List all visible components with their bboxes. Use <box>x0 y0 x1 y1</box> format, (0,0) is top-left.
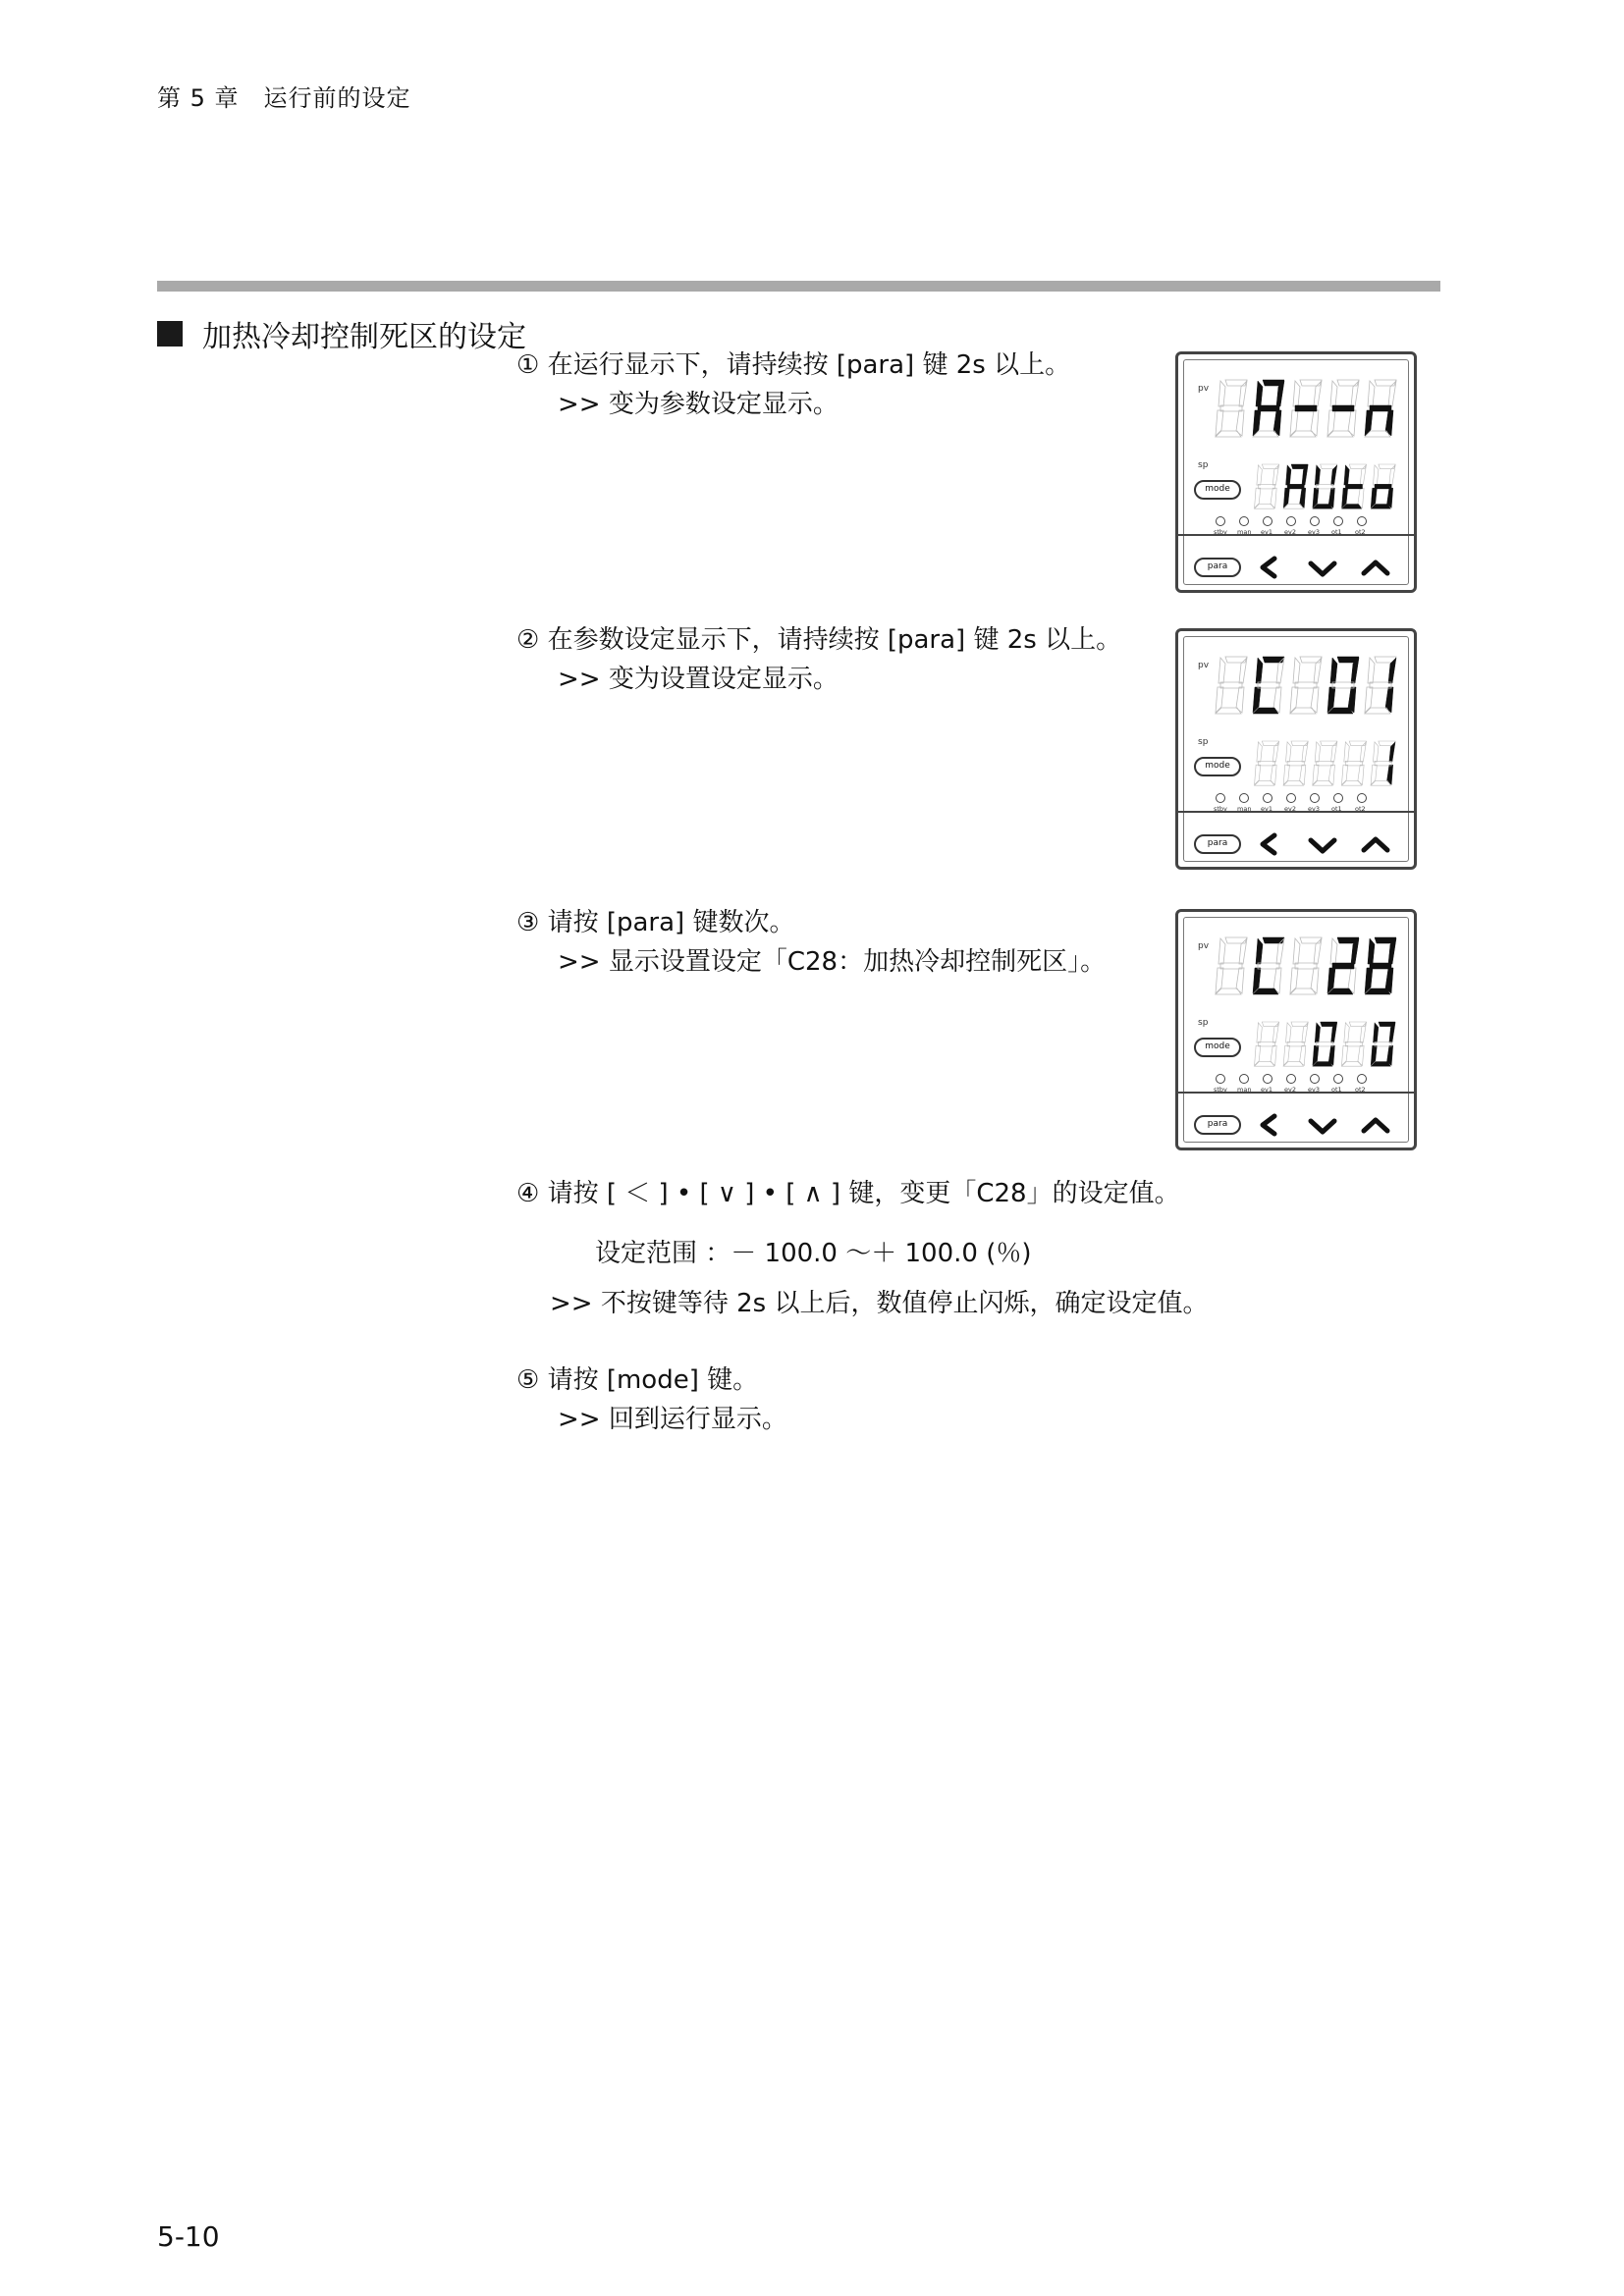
segment <box>1239 381 1247 406</box>
segment <box>1257 742 1262 762</box>
led-label: ev1 <box>1261 1086 1272 1094</box>
led-label: man <box>1237 528 1252 536</box>
segment <box>1351 381 1359 406</box>
segment <box>1344 1023 1349 1042</box>
led-ot2 <box>1357 1074 1367 1084</box>
segment <box>1341 1045 1347 1065</box>
segment <box>1385 410 1393 436</box>
segment <box>1300 488 1306 507</box>
segment <box>1253 410 1261 436</box>
led-label: ot2 <box>1355 805 1366 813</box>
seven-segment-display <box>1214 374 1410 521</box>
segment <box>1291 1022 1308 1027</box>
led-ot2 <box>1357 793 1367 803</box>
sp-display <box>1255 464 1396 508</box>
segment <box>1314 658 1322 683</box>
led-ot2 <box>1357 516 1367 526</box>
led-man <box>1239 516 1249 526</box>
para-button[interactable]: para <box>1194 1115 1241 1135</box>
segment <box>1257 1023 1262 1042</box>
step-2-result: >> 变为设置设定显示。 <box>558 665 839 694</box>
segment <box>1255 765 1261 784</box>
segment <box>1389 742 1395 762</box>
led-label: ot1 <box>1331 528 1342 536</box>
controller-panel-3 <box>1175 909 1417 1150</box>
led-stby <box>1216 1074 1225 1084</box>
led-label: ot1 <box>1331 805 1342 813</box>
segment <box>1225 380 1247 386</box>
segment <box>1313 765 1319 784</box>
controller-panel-1 <box>1175 351 1417 593</box>
led-label: stby <box>1214 1086 1227 1094</box>
segment <box>1286 465 1291 485</box>
mode-button[interactable]: mode <box>1194 480 1241 500</box>
segment <box>1257 465 1262 485</box>
chevron-down-icon[interactable] <box>1308 832 1337 856</box>
segment <box>1300 937 1322 943</box>
led-man <box>1239 1074 1249 1084</box>
segment <box>1375 1041 1391 1046</box>
segment <box>1225 657 1247 663</box>
segment <box>1272 1023 1278 1042</box>
segment <box>1360 1023 1366 1042</box>
square-bullet-icon <box>157 321 183 347</box>
para-button[interactable]: para <box>1194 834 1241 854</box>
led-label: ev1 <box>1261 528 1272 536</box>
segment <box>1271 1045 1276 1065</box>
chevron-down-icon[interactable] <box>1308 556 1337 579</box>
pv-label: pv <box>1198 661 1210 670</box>
step-4-range: 设定范围 ：－ 100.0 ～＋ 100.0 (％) <box>595 1239 1032 1268</box>
segment <box>1262 1022 1278 1027</box>
segment <box>1286 742 1291 762</box>
led-label: ev2 <box>1284 528 1296 536</box>
segment <box>1262 741 1278 746</box>
led-ev2 <box>1286 516 1296 526</box>
page-number: 5-10 <box>157 2220 220 2253</box>
segment <box>1327 410 1335 436</box>
segment <box>1272 465 1278 485</box>
step-1 <box>516 346 1070 424</box>
chevron-up-icon[interactable] <box>1361 832 1390 856</box>
step-3-instruction: ③ 请按 [para] 键数次。 <box>516 908 795 937</box>
segment <box>1330 381 1337 406</box>
mode-button[interactable]: mode <box>1194 1038 1241 1057</box>
chapter-header: 第 5 章 运行前的设定 <box>157 84 411 112</box>
sp-label: sp <box>1198 1018 1209 1028</box>
segment <box>1321 741 1337 746</box>
segment <box>1300 380 1322 386</box>
segment <box>1349 1022 1366 1027</box>
segment <box>1311 410 1319 436</box>
segment <box>1218 938 1225 964</box>
segment <box>1370 963 1391 969</box>
segment <box>1375 484 1391 489</box>
segment <box>1314 381 1322 406</box>
segment <box>1330 658 1337 683</box>
step-4-result: >> 不按键等待 2s 以上后，数值停止闪烁，确定设定值。 <box>550 1289 1209 1318</box>
step-1-instruction: ① 在运行显示下，请持续按 [para] 键 2s 以上。 <box>516 350 1071 380</box>
segment <box>1331 465 1337 485</box>
segment <box>1262 464 1278 469</box>
led-ev2 <box>1286 793 1296 803</box>
step-3 <box>516 903 1106 982</box>
segment <box>1315 465 1320 485</box>
segment <box>1368 381 1375 406</box>
segment <box>1349 741 1366 746</box>
segment <box>1236 968 1244 993</box>
segment <box>1271 488 1276 507</box>
chevron-left-icon[interactable] <box>1255 556 1284 579</box>
led-ev1 <box>1263 1074 1272 1084</box>
led-ev1 <box>1263 516 1272 526</box>
segment <box>1345 484 1362 489</box>
panel-divider <box>1178 1092 1414 1094</box>
segment <box>1368 938 1375 964</box>
segment <box>1286 1023 1291 1042</box>
led-label: ev3 <box>1308 805 1320 813</box>
segment <box>1373 465 1378 485</box>
led-label: man <box>1237 1086 1252 1094</box>
segment <box>1300 765 1306 784</box>
led-label: ev2 <box>1284 1086 1296 1094</box>
segment <box>1344 465 1349 485</box>
led-label: ev1 <box>1261 805 1272 813</box>
panel-divider <box>1178 811 1414 813</box>
segment <box>1300 1045 1306 1065</box>
segment <box>1332 682 1354 688</box>
segment <box>1373 1023 1378 1042</box>
segment <box>1371 765 1377 784</box>
segment <box>1256 381 1263 406</box>
segment <box>1389 465 1395 485</box>
segment <box>1375 380 1396 386</box>
led-label: ot2 <box>1355 528 1366 536</box>
panel-divider <box>1178 534 1414 536</box>
step-2-instruction: ② 在参数设定显示下，请持续按 [para] 键 2s 以上。 <box>516 625 1122 655</box>
segment <box>1290 968 1298 993</box>
segment <box>1387 765 1393 784</box>
segment <box>1315 742 1320 762</box>
segment <box>1236 687 1244 713</box>
section-title <box>157 312 526 355</box>
led-ot1 <box>1333 793 1343 803</box>
led-label: ot2 <box>1355 1086 1366 1094</box>
segment <box>1225 937 1247 943</box>
segment <box>1239 938 1247 964</box>
segment <box>1216 687 1223 713</box>
led-label: ot1 <box>1331 1086 1342 1094</box>
segment <box>1293 938 1300 964</box>
segment <box>1283 488 1289 507</box>
segment <box>1358 1045 1364 1065</box>
led-man <box>1239 793 1249 803</box>
step-4-instruction: ④ 请按 [ ＜ ] • [ ∨ ] • [ ∧ ] 键，变更「C28」的设定值。 <box>516 1179 1180 1208</box>
segment <box>1332 963 1354 969</box>
sp-display <box>1255 741 1396 785</box>
segment <box>1300 657 1322 663</box>
led-ev1 <box>1263 793 1272 803</box>
segment <box>1317 1041 1333 1046</box>
led-ot1 <box>1333 516 1343 526</box>
segment <box>1337 380 1359 386</box>
segment <box>1388 658 1396 683</box>
segment <box>1218 381 1225 406</box>
segment <box>1218 658 1225 683</box>
segment <box>1216 968 1223 993</box>
segment <box>1302 742 1308 762</box>
sp-label: sp <box>1198 737 1209 747</box>
segment <box>1239 658 1247 683</box>
step-5 <box>516 1361 787 1439</box>
segment <box>1370 405 1391 411</box>
segment <box>1255 1045 1261 1065</box>
segment <box>1311 687 1319 713</box>
segment <box>1314 938 1322 964</box>
section-title-text: 加热冷却控制死区的设定 <box>202 320 526 354</box>
segment <box>1368 658 1375 683</box>
segment <box>1287 484 1304 489</box>
segment <box>1255 488 1261 507</box>
segment <box>1360 465 1366 485</box>
segment <box>1272 742 1278 762</box>
segment <box>1328 765 1334 784</box>
led-ev3 <box>1310 793 1320 803</box>
segment <box>1331 742 1337 762</box>
chevron-left-icon[interactable] <box>1255 1113 1284 1137</box>
step-3-result: >> 显示设置设定「C28：加热冷却控制死区」。 <box>558 947 1107 977</box>
segment <box>1365 410 1373 436</box>
segment <box>1385 687 1393 713</box>
led-stby <box>1216 793 1225 803</box>
segment <box>1256 938 1263 964</box>
segment <box>1373 742 1378 762</box>
led-label: man <box>1237 805 1252 813</box>
segment <box>1295 405 1317 411</box>
mode-button[interactable]: mode <box>1194 757 1241 776</box>
segment <box>1271 765 1276 784</box>
segment <box>1360 742 1366 762</box>
led-ev3 <box>1310 1074 1320 1084</box>
segment <box>1293 658 1300 683</box>
segment <box>1283 1045 1289 1065</box>
chevron-up-icon[interactable] <box>1361 556 1390 579</box>
segment <box>1317 484 1333 489</box>
segment <box>1344 742 1349 762</box>
led-label: ev3 <box>1308 528 1320 536</box>
segment <box>1315 1023 1320 1042</box>
segment <box>1273 410 1281 436</box>
segment <box>1302 1023 1308 1042</box>
segment <box>1349 464 1366 469</box>
segment <box>1256 658 1263 683</box>
segment <box>1379 464 1395 469</box>
led-label: stby <box>1214 528 1227 536</box>
segment <box>1330 938 1337 964</box>
led-ot1 <box>1333 1074 1343 1084</box>
segment <box>1216 410 1223 436</box>
step-2 <box>516 620 1121 699</box>
para-button[interactable]: para <box>1194 558 1241 577</box>
segment <box>1291 741 1308 746</box>
segment <box>1263 937 1284 943</box>
pv-label: pv <box>1198 384 1210 394</box>
segment <box>1348 410 1356 436</box>
led-label: ev3 <box>1308 1086 1320 1094</box>
seven-segment-display <box>1214 651 1410 798</box>
sp-label: sp <box>1198 460 1209 470</box>
seven-segment-display <box>1214 932 1410 1079</box>
segment <box>1341 765 1347 784</box>
led-label: ev2 <box>1284 805 1296 813</box>
led-ev2 <box>1286 1074 1296 1084</box>
chevron-down-icon[interactable] <box>1308 1113 1337 1137</box>
chevron-up-icon[interactable] <box>1361 1113 1390 1137</box>
segment <box>1358 765 1364 784</box>
led-stby <box>1216 516 1225 526</box>
segment <box>1258 405 1279 411</box>
step-1-result: >> 变为参数设定显示。 <box>558 390 839 419</box>
section-divider <box>157 281 1440 292</box>
segment <box>1290 410 1298 436</box>
segment <box>1263 657 1284 663</box>
segment <box>1283 765 1289 784</box>
segment <box>1236 410 1244 436</box>
controller-panel-2 <box>1175 628 1417 870</box>
segment <box>1388 381 1396 406</box>
segment <box>1332 405 1354 411</box>
pv-label: pv <box>1198 941 1210 951</box>
sp-display <box>1255 1022 1396 1066</box>
led-label: stby <box>1214 805 1227 813</box>
step-5-result: >> 回到运行显示。 <box>558 1405 787 1434</box>
segment <box>1365 687 1373 713</box>
segment <box>1293 381 1300 406</box>
chevron-left-icon[interactable] <box>1255 832 1284 856</box>
step-5-instruction: ⑤ 请按 [mode] 键。 <box>516 1365 759 1395</box>
segment <box>1290 687 1298 713</box>
led-ev3 <box>1310 516 1320 526</box>
segment <box>1311 968 1319 993</box>
